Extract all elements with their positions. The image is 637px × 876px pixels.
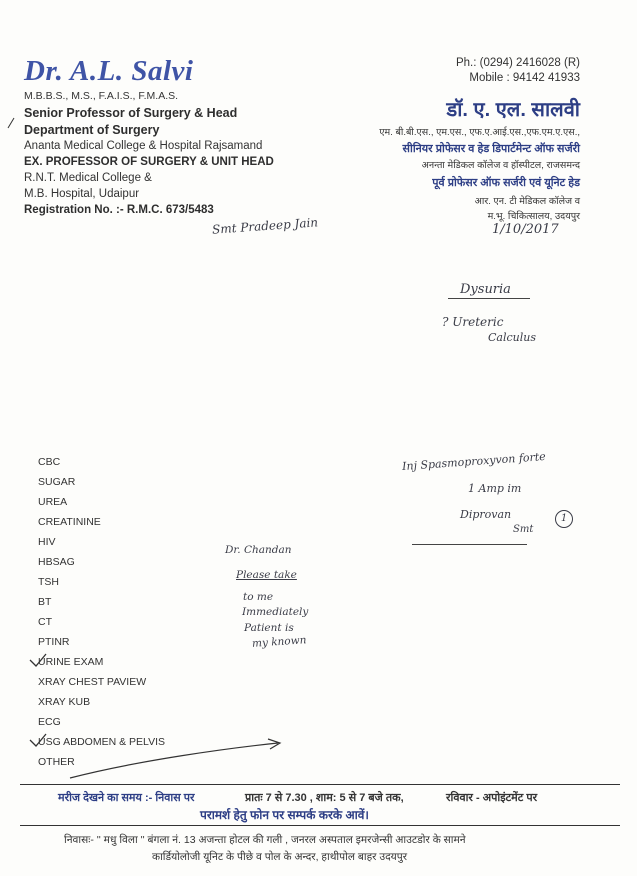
note-dr-chandan: Dr. Chandan (225, 544, 292, 556)
mb-hindi: म.भू. चिकित्सालय, उदयपुर (487, 211, 580, 222)
doctor-registration: Registration No. :- R.M.C. 673/5483 (24, 204, 214, 216)
prescription-date: 1/10/2017 (492, 222, 559, 237)
doctor-degrees: M.B.B.S., M.S., F.A.I.S., F.M.A.S. (24, 90, 179, 102)
doctor-title: Senior Professor of Surgery & Head (24, 106, 238, 120)
rnt-hindi: आर. एन. टी मेडिकल कॉलेज व (474, 196, 580, 207)
complaint-dysuria: Dysuria (460, 282, 511, 297)
title-hindi: सीनियर प्रोफेसर व हेड डिपार्टमेन्ट ऑफ सर्जरी (402, 143, 580, 155)
test-item: XRAY KUB (38, 696, 91, 708)
test-item: PTINR (38, 636, 70, 648)
rx-diprovan: Diprovan (460, 508, 512, 521)
test-item: OTHER (38, 756, 75, 768)
test-item: TSH (38, 576, 59, 588)
test-item: HBSAG (38, 556, 75, 568)
note-patient-is: Patient is (244, 622, 294, 634)
note-to-me: to me (243, 591, 274, 603)
test-item: HIV (38, 536, 56, 548)
timing-label: मरीज देखने का समय :- निवास पर (58, 792, 195, 804)
test-item: CBC (38, 456, 61, 468)
test-item-urine-checked: URINE EXAM (38, 656, 104, 668)
rx-injection: Inj Spasmoproxyvon forte (401, 449, 547, 474)
consult-note: परामर्श हेतु फोन पर सम्पर्क करके आवें। (200, 808, 369, 822)
doctor-college: Ananta Medical College & Hospital Rajsamand (24, 140, 263, 152)
note-immediately: Immediately (242, 606, 309, 618)
note-my-known: my known (251, 634, 307, 650)
address-line-1: निवासः- '' मधु विला '' बंगला नं. 13 अजन्ता होटल की गली , जनरल अस्पताल इमरजेन्सी आउटडोर के सामने (64, 834, 466, 846)
test-item: SUGAR (38, 476, 76, 488)
note-please-take: Please take (236, 569, 297, 581)
check-mark-usg (30, 734, 46, 746)
rx-number-circle: 1 (555, 510, 573, 528)
complaint-calculus: Calculus (488, 331, 536, 344)
patient-name: Smt Pradeep Jain (211, 215, 319, 237)
footer-rule-top (20, 784, 620, 785)
rx-dose: 1 Amp im (468, 482, 522, 495)
pen-line (70, 743, 278, 778)
address-line-2: कार्डियोलोजी यूनिट के पीछे व पोल के अन्दर, हाथीपोल बाहर उदयपुर (152, 851, 408, 863)
rx-smt: Smt (513, 524, 534, 535)
doctor-mb: M.B. Hospital, Udaipur (24, 188, 140, 200)
doctor-name-hindi: डॉ. ए. एल. सालवी (446, 99, 580, 121)
doctor-name: Dr. A.L. Salvi (24, 55, 194, 87)
ex-title-hindi: पूर्व प्रोफेसर ऑफ सर्जरी एवं यूनिट हेड (432, 177, 580, 189)
test-item: BT (38, 596, 52, 608)
mobile-number: Mobile : 94142 41933 (469, 72, 580, 84)
timing-hours: प्रातः 7 से 7.30 , शाम: 5 से 7 बजे तक, (245, 792, 404, 804)
test-item: XRAY CHEST PAVIEW (38, 676, 147, 688)
complaint-ureteric: ? Ureteric (442, 315, 504, 329)
footer-rule-bottom (20, 825, 620, 826)
test-item-usg-checked: USG ABDOMEN & PELVIS (38, 736, 166, 748)
college-hindi: अनन्ता मेडिकल कॉलेज व हॉस्पीटल, राजसमन्द (421, 160, 580, 171)
pen-tick (8, 118, 14, 128)
doctor-department: Department of Surgery (24, 123, 160, 137)
check-mark-urine (30, 654, 46, 666)
timing-sunday: रविवार - अपोइंटमेंट पर (446, 792, 538, 804)
test-item: UREA (38, 496, 68, 508)
doctor-ex-title: EX. PROFESSOR OF SURGERY & UNIT HEAD (24, 156, 274, 168)
test-item: CT (38, 616, 52, 628)
phone-number: Ph.: (0294) 2416028 (R) (455, 57, 580, 69)
test-item: ECG (38, 716, 61, 728)
doctor-rnt: R.N.T. Medical College & (24, 172, 152, 184)
test-item: CREATININE (38, 516, 101, 528)
degrees-hindi: एम. बी.बी.एस., एम.एस., एफ.ए.आई.एस.,एफ.एम.ए.एस., (379, 127, 580, 138)
